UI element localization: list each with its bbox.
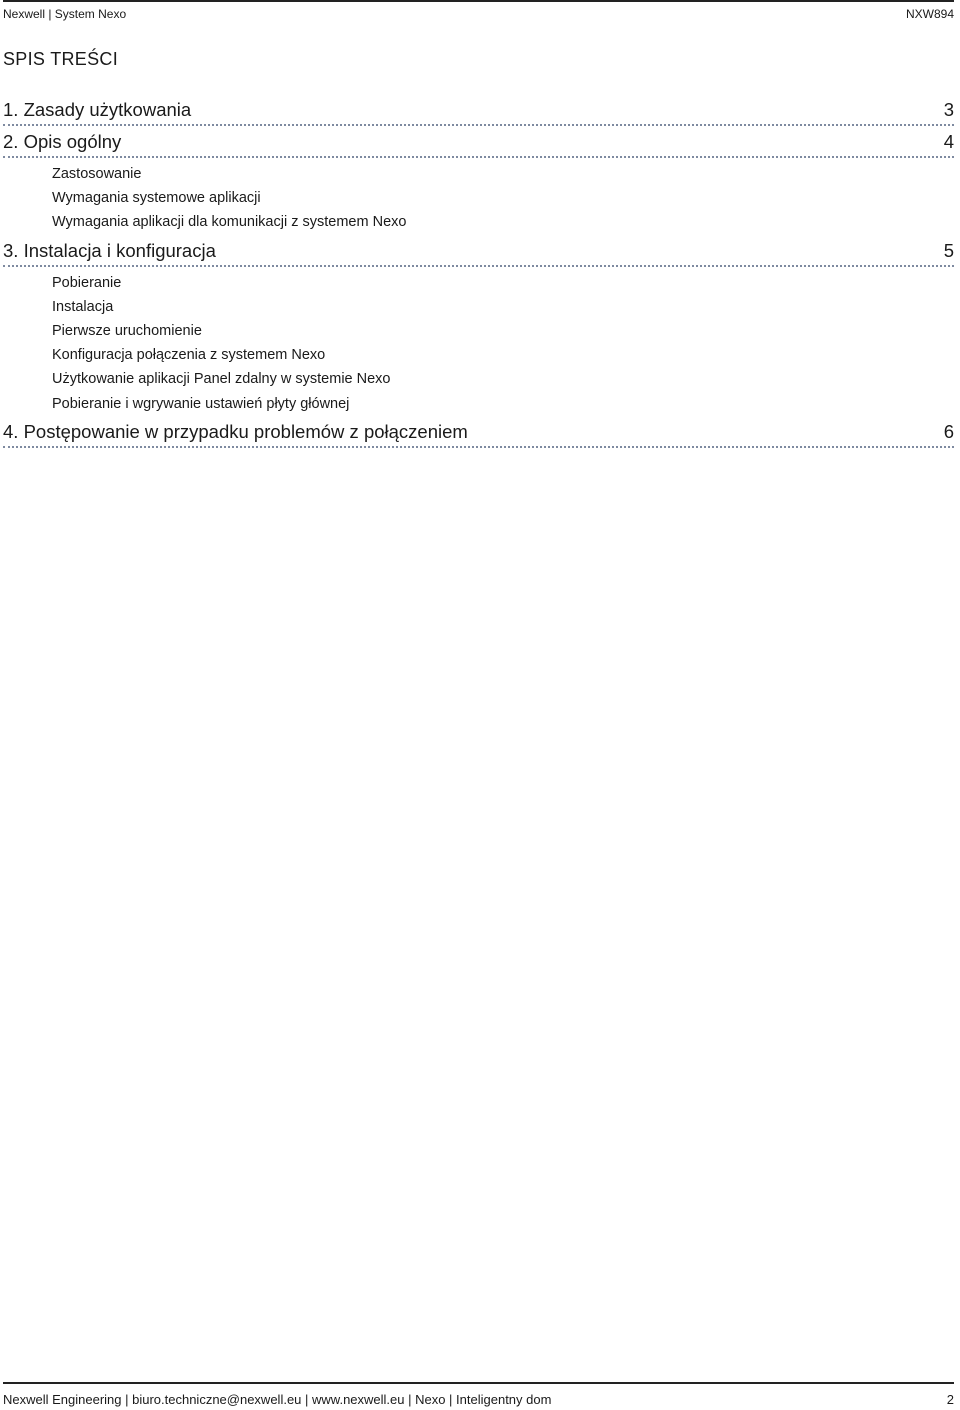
- table-of-contents: [3, 98, 954, 452]
- toc-entry-page: 4: [943, 131, 954, 152]
- toc-subentry[interactable]: Konfiguracja połączenia z systemem Nexo: [52, 347, 326, 364]
- page-header: [3, 0, 954, 30]
- toc-entry-page: 5: [943, 239, 954, 261]
- toc-entry-3[interactable]: [3, 239, 954, 267]
- toc-subentry[interactable]: Pobieranie: [52, 274, 122, 291]
- footer-page-number: 2: [946, 1392, 954, 1407]
- toc-entry-1[interactable]: [3, 98, 954, 126]
- toc-subentry[interactable]: Pobieranie i wgrywanie ustawień płyty głównej: [52, 395, 350, 412]
- header-doc-code: NXW894: [905, 7, 954, 21]
- toc-entry-title: 2. Opis ogólny: [3, 131, 122, 152]
- toc-subentries-3: [3, 271, 954, 416]
- toc-entry-title: 1. Zasady użytkowania: [3, 99, 192, 120]
- toc-entry-page: 3: [943, 99, 954, 120]
- toc-subentries-2: [3, 162, 954, 235]
- toc-subentry[interactable]: Wymagania systemowe aplikacji: [52, 190, 261, 207]
- toc-entry-4[interactable]: [3, 420, 954, 448]
- toc-subentry[interactable]: Wymagania aplikacji dla komunikacji z systemem Nexo: [52, 214, 407, 231]
- footer-contact: Nexwell Engineering | biuro.techniczne@nexwell.eu | www.nexwell.eu | Nexo | Inteligentny dom: [3, 1392, 552, 1407]
- toc-subentry[interactable]: Instalacja: [52, 298, 114, 315]
- toc-entry-title: 4. Postępowanie w przypadku problemów z połączeniem: [3, 420, 468, 442]
- toc-title: SPIS TREŚCI: [3, 49, 119, 69]
- toc-subentry[interactable]: Zastosowanie: [52, 166, 142, 182]
- toc-entry-title: 3. Instalacja i konfiguracja: [3, 239, 216, 261]
- toc-subentry[interactable]: Użytkowanie aplikacji Panel zdalny w systemie Nexo: [52, 371, 391, 388]
- toc-subentry[interactable]: Pierwsze uruchomienie: [52, 322, 202, 339]
- header-brand: Nexwell | System Nexo: [3, 7, 127, 21]
- page-footer: [3, 1382, 954, 1410]
- toc-entry-page: 6: [943, 420, 954, 442]
- toc-entry-2[interactable]: [3, 130, 954, 158]
